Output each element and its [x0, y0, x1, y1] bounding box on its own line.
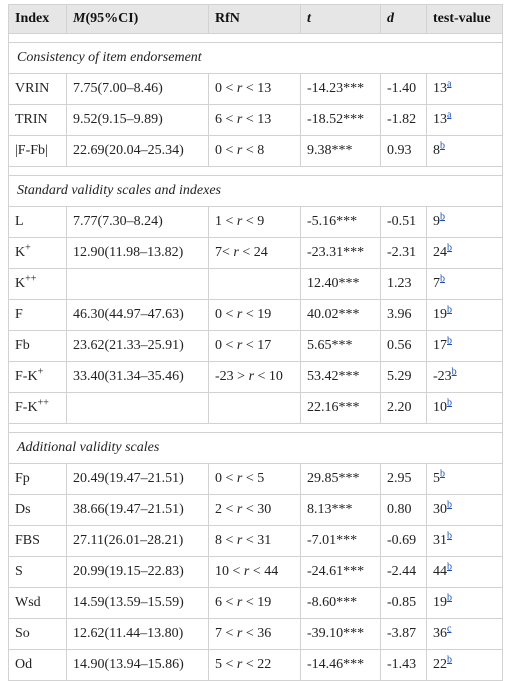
cell-mean-ci: 33.40(31.34–35.46) [67, 362, 209, 393]
test-value: 9 [433, 214, 440, 229]
footnote-ref [447, 242, 452, 253]
index-label: Ds [15, 502, 31, 517]
header-t: t [301, 5, 381, 34]
rfn-upper: < 19 [242, 307, 272, 322]
cell-rfn [209, 588, 301, 619]
footnote-link[interactable]: a [447, 78, 452, 90]
spacer-cell [9, 167, 503, 176]
footnote-link[interactable]: b [447, 654, 452, 666]
test-value: 13 [433, 81, 447, 96]
cell-index [9, 136, 67, 167]
rfn-variable: r [243, 564, 250, 579]
cell-d: -1.82 [381, 105, 427, 136]
table-header [9, 5, 503, 34]
cell-index [9, 105, 67, 136]
cell-test-value [427, 269, 503, 300]
footnote-ref [452, 366, 457, 377]
index-label: F [15, 307, 23, 322]
test-value: -23 [433, 369, 452, 384]
cell-d: 3.96 [381, 300, 427, 331]
rfn-variable: r [236, 143, 243, 158]
rfn-upper: < 10 [254, 369, 283, 384]
cell-index [9, 362, 67, 393]
rfn-upper: < 30 [242, 502, 272, 517]
test-value: 44 [433, 564, 447, 579]
index-label: TRIN [15, 112, 48, 127]
rfn-variable: r [236, 502, 243, 517]
rfn-variable: r [236, 471, 243, 486]
footnote-link[interactable]: b [440, 468, 445, 480]
rfn-lower: 5 < [215, 657, 237, 672]
test-value: 36 [433, 626, 447, 641]
footnote-link[interactable]: b [447, 397, 452, 409]
section-row [9, 433, 503, 464]
cell-mean-ci: 7.75(7.00–8.46) [67, 74, 209, 105]
rfn-lower: 1 < [215, 214, 237, 229]
footnote-ref [447, 397, 452, 408]
cell-index [9, 588, 67, 619]
cell-t: 8.13*** [301, 495, 381, 526]
table-row [9, 557, 503, 588]
cell-index [9, 300, 67, 331]
cell-t: 22.16*** [301, 393, 381, 424]
table-row [9, 300, 503, 331]
rfn-upper: < 13 [242, 112, 272, 127]
test-value: 17 [433, 338, 447, 353]
index-label: So [15, 626, 30, 641]
rfn-lower: 0 < [215, 471, 237, 486]
cell-test-value [427, 105, 503, 136]
rfn-lower: 6 < [215, 595, 237, 610]
cell-test-value [427, 393, 503, 424]
test-value: 24 [433, 245, 447, 260]
cell-rfn [209, 300, 301, 331]
cell-d: -0.69 [381, 526, 427, 557]
cell-rfn [209, 393, 301, 424]
cell-test-value [427, 362, 503, 393]
cell-t: 40.02*** [301, 300, 381, 331]
cell-mean-ci: 7.77(7.30–8.24) [67, 207, 209, 238]
footnote-link[interactable]: b [440, 211, 445, 223]
index-label: Fp [15, 471, 30, 486]
cell-mean-ci [67, 269, 209, 300]
header-test-value: test-value [427, 5, 503, 34]
footnote-ref [447, 78, 451, 89]
cell-t: 29.85*** [301, 464, 381, 495]
cell-index [9, 74, 67, 105]
footnote-ref [440, 273, 445, 284]
footnote-ref [447, 530, 452, 541]
footnote-link[interactable]: b [451, 366, 457, 378]
validity-table [8, 4, 503, 681]
cell-test-value [427, 74, 503, 105]
cell-test-value [427, 136, 503, 167]
test-value: 13 [433, 112, 447, 127]
rfn-lower: 8 < [215, 533, 237, 548]
footnote-link[interactable]: b [447, 242, 452, 254]
cell-d: -0.51 [381, 207, 427, 238]
spacer-row [9, 34, 503, 43]
rfn-variable: r [236, 626, 243, 641]
rfn-lower: 10 < [215, 564, 244, 579]
cell-t: -14.23*** [301, 74, 381, 105]
cell-index [9, 495, 67, 526]
cell-index [9, 464, 67, 495]
cell-test-value [427, 588, 503, 619]
cell-t: 5.65*** [301, 331, 381, 362]
cell-mean-ci: 12.62(11.44–13.80) [67, 619, 209, 650]
rfn-upper: < 24 [238, 245, 268, 260]
table-row [9, 269, 503, 300]
table-row [9, 238, 503, 269]
footnote-link[interactable]: b [447, 530, 452, 542]
rfn-upper: < 36 [242, 626, 272, 641]
section-title: Additional validity scales [9, 433, 503, 464]
rfn-variable: r [236, 338, 243, 353]
table-row [9, 495, 503, 526]
footnote-ref [447, 335, 452, 346]
cell-test-value [427, 650, 503, 681]
cell-rfn [209, 331, 301, 362]
footnote-ref [447, 109, 451, 120]
cell-t: -5.16*** [301, 207, 381, 238]
footnote-link[interactable]: b [447, 335, 452, 347]
cell-t: 53.42*** [301, 362, 381, 393]
rfn-variable: r [236, 112, 243, 127]
cell-test-value [427, 300, 503, 331]
cell-mean-ci: 23.62(21.33–25.91) [67, 331, 209, 362]
cell-test-value [427, 619, 503, 650]
footnote-link[interactable]: c [447, 623, 452, 635]
footnote-link[interactable]: b [447, 561, 452, 573]
index-superscript: ++ [37, 397, 49, 409]
table-row [9, 393, 503, 424]
rfn-variable: r [236, 595, 243, 610]
cell-d: -1.40 [381, 74, 427, 105]
rfn-variable: r [236, 657, 243, 672]
cell-index [9, 526, 67, 557]
footnote-link[interactable]: b [440, 140, 445, 152]
header-index: Index [9, 5, 67, 34]
cell-rfn [209, 619, 301, 650]
footnote-ref [447, 561, 452, 572]
test-value: 19 [433, 307, 447, 322]
index-label: Fb [15, 338, 30, 353]
rfn-variable: r [233, 245, 239, 260]
cell-test-value [427, 207, 503, 238]
cell-d: -2.44 [381, 557, 427, 588]
cell-t: -14.46*** [301, 650, 381, 681]
table-row [9, 588, 503, 619]
cell-mean-ci [67, 393, 209, 424]
section-title: Consistency of item endorsement [9, 43, 503, 74]
cell-rfn [209, 136, 301, 167]
cell-d: 0.93 [381, 136, 427, 167]
cell-rfn [209, 650, 301, 681]
cell-d: 1.23 [381, 269, 427, 300]
test-value: 10 [433, 400, 447, 415]
test-value: 5 [433, 471, 440, 486]
cell-d: -1.43 [381, 650, 427, 681]
rfn-variable: r [236, 81, 243, 96]
cell-mean-ci: 20.99(19.15–22.83) [67, 557, 209, 588]
rfn-variable: r [236, 307, 243, 322]
table-row [9, 207, 503, 238]
rfn-lower: -23 > [215, 369, 249, 384]
index-superscript: + [37, 366, 44, 378]
footnote-ref [447, 304, 452, 315]
rfn-lower: 0 < [215, 338, 237, 353]
table-row [9, 362, 503, 393]
header-d: d [381, 5, 427, 34]
cell-index [9, 393, 67, 424]
cell-mean-ci: 22.69(20.04–25.34) [67, 136, 209, 167]
index-label: F-K [15, 369, 38, 384]
cell-mean-ci: 38.66(19.47–21.51) [67, 495, 209, 526]
table-row [9, 74, 503, 105]
header-mean [67, 5, 209, 34]
cell-test-value [427, 495, 503, 526]
cell-index [9, 650, 67, 681]
index-label: K [15, 276, 26, 291]
table-body [9, 34, 503, 681]
cell-t: -18.52*** [301, 105, 381, 136]
rfn-upper: < 44 [249, 564, 279, 579]
test-value: 19 [433, 595, 447, 610]
cell-d: -3.87 [381, 619, 427, 650]
cell-mean-ci: 12.90(11.98–13.82) [67, 238, 209, 269]
cell-rfn [209, 464, 301, 495]
spacer-row [9, 424, 503, 433]
rfn-variable: r [236, 533, 243, 548]
test-value: 7 [433, 276, 440, 291]
cell-t: -7.01*** [301, 526, 381, 557]
cell-t: -39.10*** [301, 619, 381, 650]
cell-rfn [209, 74, 301, 105]
cell-rfn [209, 495, 301, 526]
section-row [9, 43, 503, 74]
cell-d: 0.56 [381, 331, 427, 362]
cell-rfn [209, 526, 301, 557]
test-value: 8 [433, 143, 440, 158]
cell-mean-ci: 9.52(9.15–9.89) [67, 105, 209, 136]
rfn-variable: r [236, 214, 243, 229]
index-label: VRIN [15, 81, 50, 96]
spacer-cell [9, 424, 503, 433]
cell-mean-ci: 27.11(26.01–28.21) [67, 526, 209, 557]
test-value: 30 [433, 502, 447, 517]
header-mean-symbol: M [73, 11, 86, 26]
rfn-lower: 6 < [215, 112, 237, 127]
cell-mean-ci: 46.30(44.97–47.63) [67, 300, 209, 331]
rfn-upper: < 19 [242, 595, 272, 610]
cell-mean-ci: 14.59(13.59–15.59) [67, 588, 209, 619]
table-row [9, 331, 503, 362]
index-label: FBS [15, 533, 40, 548]
footnote-link[interactable]: b [440, 273, 445, 285]
cell-test-value [427, 238, 503, 269]
test-value: 31 [433, 533, 447, 548]
cell-d: 2.95 [381, 464, 427, 495]
footnote-ref [440, 468, 445, 479]
header-rfn: RfN [209, 5, 301, 34]
cell-d: 0.80 [381, 495, 427, 526]
cell-d: -2.31 [381, 238, 427, 269]
index-label: S [15, 564, 23, 579]
cell-t: 12.40*** [301, 269, 381, 300]
cell-rfn [209, 557, 301, 588]
cell-rfn [209, 238, 301, 269]
rfn-lower: 0 < [215, 307, 237, 322]
footnote-ref [447, 654, 452, 665]
rfn-lower: 2 < [215, 502, 237, 517]
spacer-row [9, 167, 503, 176]
rfn-upper: < 22 [242, 657, 272, 672]
rfn-variable: r [248, 369, 255, 384]
footnote-ref [447, 592, 452, 603]
cell-mean-ci: 14.90(13.94–15.86) [67, 650, 209, 681]
cell-index [9, 269, 67, 300]
cell-t: 9.38*** [301, 136, 381, 167]
cell-test-value [427, 331, 503, 362]
cell-t: -8.60*** [301, 588, 381, 619]
cell-rfn [209, 207, 301, 238]
index-label: Od [15, 657, 33, 672]
table-row [9, 526, 503, 557]
cell-mean-ci: 20.49(19.47–21.51) [67, 464, 209, 495]
cell-test-value [427, 526, 503, 557]
cell-index [9, 557, 67, 588]
cell-rfn [209, 269, 301, 300]
footnote-link[interactable]: a [447, 109, 452, 121]
cell-rfn [209, 362, 301, 393]
section-row [9, 176, 503, 207]
footnote-ref [440, 140, 445, 151]
index-label: |F-Fb| [15, 143, 48, 158]
test-value: 22 [433, 657, 447, 672]
index-superscript: + [25, 242, 31, 254]
footnote-link[interactable]: b [447, 304, 452, 316]
rfn-upper: < 13 [242, 81, 272, 96]
rfn-upper: < 31 [242, 533, 272, 548]
index-label: Wsd [15, 595, 41, 610]
cell-test-value [427, 464, 503, 495]
footnote-ref [447, 499, 452, 510]
footnote-ref [447, 623, 451, 634]
section-title: Standard validity scales and indexes [9, 176, 503, 207]
cell-t: -24.61*** [301, 557, 381, 588]
table-row [9, 619, 503, 650]
table-row [9, 650, 503, 681]
table-row [9, 464, 503, 495]
cell-rfn [209, 105, 301, 136]
rfn-lower: 0 < [215, 143, 237, 158]
rfn-upper: < 5 [242, 471, 265, 486]
index-superscript: ++ [25, 273, 37, 285]
cell-index [9, 207, 67, 238]
cell-t: -23.31*** [301, 238, 381, 269]
rfn-upper: < 17 [242, 338, 272, 353]
index-label: F-K [15, 400, 38, 415]
rfn-lower: 7 < [215, 626, 237, 641]
cell-d: -0.85 [381, 588, 427, 619]
index-label: L [15, 214, 24, 229]
spacer-cell [9, 34, 503, 43]
footnote-ref [440, 211, 445, 222]
footnote-link[interactable]: b [447, 592, 452, 604]
header-row [9, 5, 503, 34]
index-label: K [15, 245, 26, 260]
rfn-upper: < 9 [242, 214, 265, 229]
rfn-lower: 7< [215, 245, 234, 260]
header-mean-ci: (95%CI) [85, 11, 139, 26]
table-row [9, 105, 503, 136]
cell-d: 2.20 [381, 393, 427, 424]
cell-index [9, 331, 67, 362]
footnote-link[interactable]: b [447, 499, 452, 511]
rfn-lower: 0 < [215, 81, 237, 96]
cell-index [9, 238, 67, 269]
cell-test-value [427, 557, 503, 588]
table-row [9, 136, 503, 167]
rfn-upper: < 8 [242, 143, 265, 158]
cell-d: 5.29 [381, 362, 427, 393]
cell-index [9, 619, 67, 650]
